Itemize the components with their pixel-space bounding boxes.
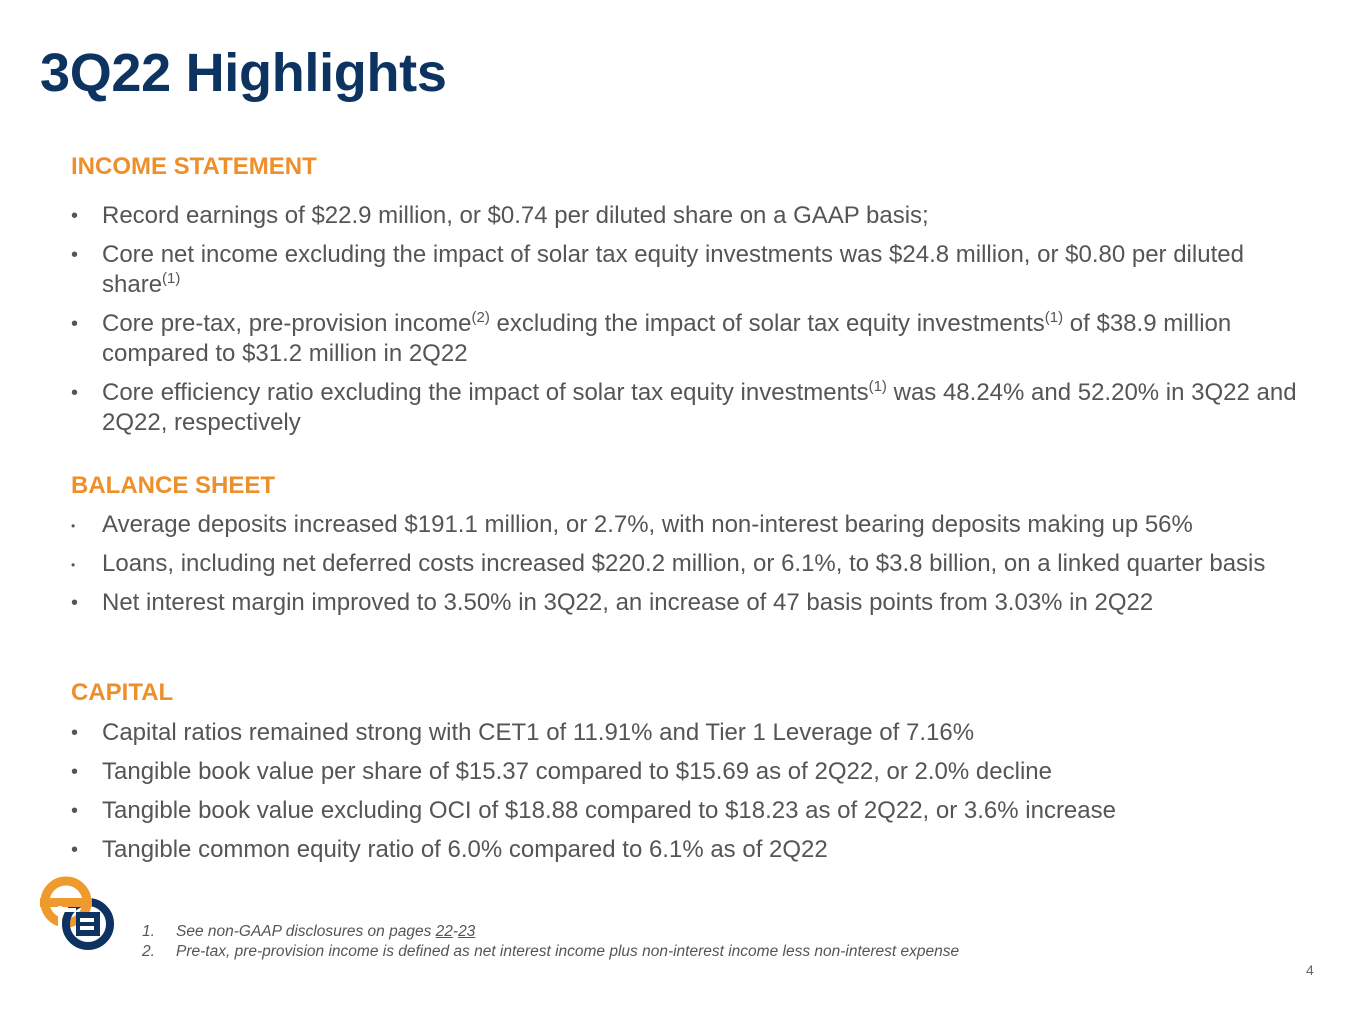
list-item-text: of $38.9 million compared to $31.2 million in 2Q22 bbox=[102, 310, 1232, 367]
footnote-item bbox=[142, 942, 959, 962]
list-item bbox=[71, 757, 1311, 787]
page-link-22[interactable]: 22 bbox=[435, 923, 453, 940]
logo-orange-bar bbox=[40, 898, 92, 907]
list-item bbox=[71, 201, 1311, 231]
bullet-icon: • bbox=[71, 205, 79, 227]
list-item-text: Average deposits increased $191.1 million, or 2.7%, with non-interest bearing deposits making up 56% bbox=[102, 511, 1193, 538]
footnote-text: Pre-tax, pre-provision income is defined as net interest income plus non-interest income less non-interest expense bbox=[176, 943, 960, 960]
list-item-text: Core efficiency ratio excluding the impact of solar tax equity investments bbox=[102, 379, 869, 406]
list-item-text: Tangible book value per share of $15.37 compared to $15.69 as of 2Q22, or 2.0% decline bbox=[102, 758, 1052, 785]
capital-heading: CAPITAL bbox=[71, 679, 174, 706]
bullet-icon: • bbox=[71, 800, 79, 822]
list-item-text: Core pre-tax, pre-provision income bbox=[102, 310, 472, 337]
company-logo-icon bbox=[36, 872, 120, 956]
footnote-separator: - bbox=[452, 923, 459, 940]
logo-white-gap bbox=[80, 926, 94, 930]
list-item-text: Tangible book value excluding OCI of $18.88 compared to $18.23 as of 2Q22, or 3.6% increase bbox=[102, 797, 1116, 824]
footnote-item bbox=[142, 922, 959, 942]
income-statement-heading: INCOME STATEMENT bbox=[71, 153, 317, 180]
list-item-text: Tangible common equity ratio of 6.0% compared to 6.1% as of 2Q22 bbox=[102, 836, 828, 863]
list-item bbox=[71, 378, 1311, 438]
footnote-ref: (2) bbox=[471, 309, 490, 326]
bullet-icon: • bbox=[71, 839, 79, 861]
list-item bbox=[71, 796, 1311, 826]
bullet-icon: • bbox=[71, 558, 76, 572]
bullet-icon: • bbox=[71, 761, 79, 783]
bullet-icon: • bbox=[71, 244, 79, 266]
list-item-text: Capital ratios remained strong with CET1 of 11.91% and Tier 1 Leverage of 7.16% bbox=[102, 719, 975, 746]
balance-sheet-list bbox=[71, 510, 1311, 627]
bullet-icon: • bbox=[71, 722, 79, 744]
footnotes bbox=[142, 922, 959, 962]
footnote-number: 2. bbox=[142, 943, 155, 960]
page-number: 4 bbox=[1306, 962, 1314, 978]
logo-navy-block bbox=[76, 912, 100, 936]
page-title: 3Q22 Highlights bbox=[40, 43, 447, 103]
bullet-icon: • bbox=[71, 313, 79, 335]
bullet-icon: • bbox=[71, 519, 76, 533]
list-item bbox=[71, 718, 1311, 748]
footnote-ref: (1) bbox=[1044, 309, 1064, 326]
bullet-icon: • bbox=[71, 592, 79, 614]
list-item bbox=[71, 240, 1311, 300]
footnote-number: 1. bbox=[142, 923, 155, 940]
logo-white-gap bbox=[58, 906, 62, 932]
list-item-text: Loans, including net deferred costs increased $220.2 million, or 6.1%, to $3.8 billion, on a linked quarter basis bbox=[102, 550, 1266, 577]
page-link-23[interactable]: 23 bbox=[458, 923, 476, 940]
footnote-ref: (1) bbox=[868, 378, 887, 395]
capital-list bbox=[71, 718, 1311, 874]
list-item-text: was 48.24% and 52.20% in 3Q22 and 2Q22, respectively bbox=[102, 379, 1297, 436]
footnote-ref: (1) bbox=[162, 270, 181, 287]
list-item-text: Record earnings of $22.9 million, or $0.74 per diluted share on a GAAP basis; bbox=[102, 202, 929, 229]
bullet-icon: • bbox=[71, 382, 79, 404]
list-item-text: Core net income excluding the impact of solar tax equity investments was $24.8 million, or $0.80 per diluted share bbox=[102, 241, 1244, 298]
income-statement-list bbox=[71, 201, 1311, 447]
list-item bbox=[71, 510, 1311, 540]
footnote-text: See non-GAAP disclosures on pages bbox=[176, 923, 436, 940]
logo-white-gap bbox=[62, 908, 76, 912]
list-item bbox=[71, 549, 1311, 579]
list-item bbox=[71, 588, 1311, 618]
logo-white-gap bbox=[80, 918, 94, 922]
list-item bbox=[71, 309, 1311, 369]
logo-graphic bbox=[36, 872, 120, 956]
list-item-text: excluding the impact of solar tax equity investments bbox=[489, 310, 1045, 337]
balance-sheet-heading: BALANCE SHEET bbox=[71, 472, 276, 499]
list-item bbox=[71, 835, 1311, 865]
list-item-text: Net interest margin improved to 3.50% in 3Q22, an increase of 47 basis points from 3.03% in 2Q22 bbox=[102, 589, 1154, 616]
